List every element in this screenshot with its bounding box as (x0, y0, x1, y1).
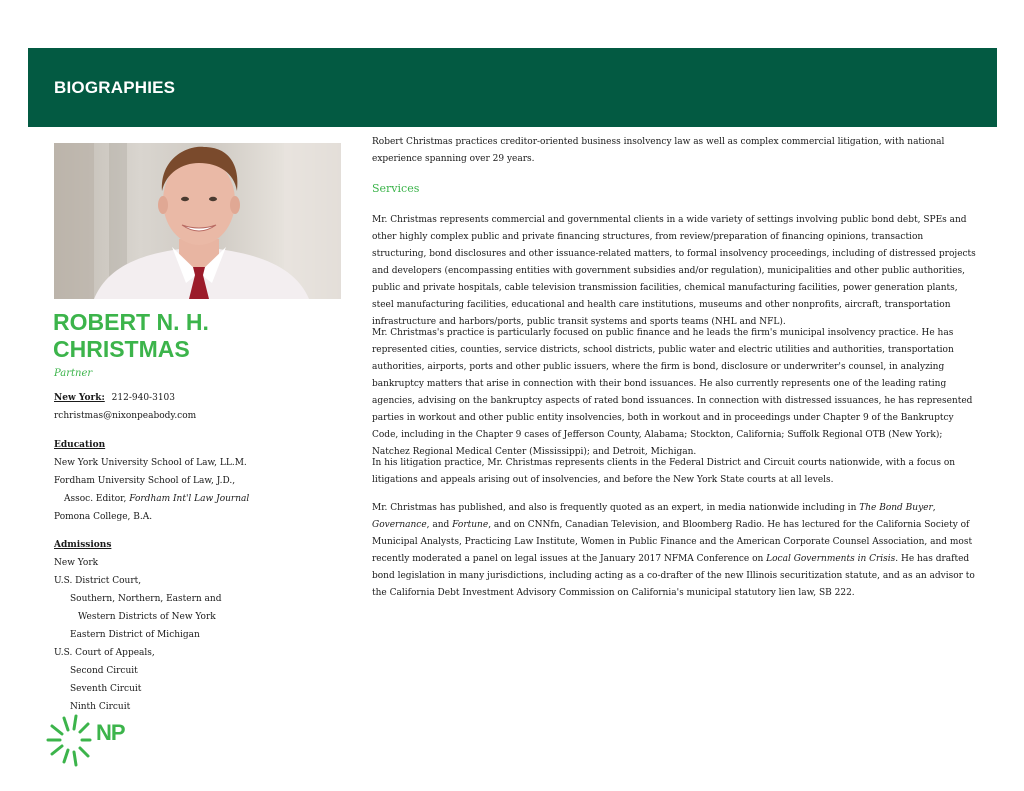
publication-fortune: Fortune (452, 520, 489, 530)
header-banner (28, 48, 997, 127)
education-heading: Education (54, 440, 106, 450)
bio-paragraph-3-text: In his litigation practice, Mr. Christmas represents clients in the Federal District and Circuit courts nationwide, with a focus on litigations and appeals arising out of insolvencies, and before the New York State courts at all levels. (372, 458, 956, 485)
admissions-item: New York (54, 558, 99, 568)
education-item-prefix: Assoc. Editor, (64, 494, 130, 504)
admissions-item: Western Districts of New York (78, 612, 216, 622)
admissions-item: Second Circuit (70, 666, 138, 676)
person-role: Partner (54, 368, 93, 379)
phone-line (54, 389, 196, 407)
name-line-2: CHRISTMAS (53, 336, 190, 362)
bio-intro-text: Robert Christmas practices creditor-oriented business insolvency law as well as complex commercial litigation, with national experience spanning over 29 years. (372, 137, 945, 164)
bio-paragraph-4 (372, 500, 976, 602)
phone-number[interactable]: 212-940-3103 (111, 393, 175, 403)
person-name (53, 309, 353, 363)
np-logo (44, 710, 144, 770)
bio-paragraph-2 (372, 325, 976, 461)
logo-text: NP (96, 720, 125, 745)
p4-text-i: . He has drafted bond legislation in many jurisdictions, including acting as a co-drafter of the new Illinois securitization statute, and as an advisor to the California Debt Investment Advisory Commission on California's municipal statutory lien law, SB 222. (372, 554, 975, 598)
admissions-item: U.S. Court of Appeals, (54, 648, 155, 658)
journal-name: Fordham Int'l Law Journal (129, 494, 250, 504)
education-item: Pomona College, B.A. (54, 512, 153, 522)
p4-text-a: Mr. Christmas has published, and also is frequently quoted as an expert, in media nationwide including in (372, 503, 860, 513)
bio-paragraph-4-text (372, 500, 976, 602)
phone-label: New York: (54, 393, 105, 403)
admissions-item: Eastern District of Michigan (70, 630, 200, 640)
name-line-1: ROBERT N. H. (53, 309, 209, 335)
publication-bond-buyer: The Bond Buyer (859, 503, 933, 513)
education-item: Fordham University School of Law, J.D., (54, 476, 236, 486)
bio-paragraph-2-text: Mr. Christmas's practice is particularly focused on public finance and he leads the firm's municipal insolvency practice. He has represented cities, counties, service districts, school districts, public water and electric utilities and authorities, transportation authorities, airports, ports and other public issuers, where the firm is bond, disclosure or underwriter's counsel, in analyzing bankruptcy matters that arise in connection with their bond issuances. He also currently represents one of the leading rating agencies, advising on the bankruptcy aspects of rated bond issuances. In connection with distressed issuances, he has represented parties in workout and other public entity insolvencies, both in workout and in proceedings under Chapter 9 of the Bankruptcy Code, including in the Chapter 9 cases of Jefferson County, Alabama; Stockton, California; Suffolk Regional OTB (New York); Natchez Regional Medical Center (Mississippi); and Detroit, Michigan. (372, 328, 973, 457)
education-section (54, 436, 249, 526)
p4-text-g: , and on CNNfn, Canadian Television, and Bloomberg Radio. He has lectured for the California Society of Municipal Analysts, Practicing Law Institute, Women in Public Finance and the American Corporate Counsel Association, and most recently moderated a panel on legal issues at the January 2017 NFMA Conference on (372, 520, 973, 564)
p4-text-e: , and (426, 520, 453, 530)
bio-paragraph-1-text: Mr. Christmas represents commercial and governmental clients in a wide variety of settings involving public bond debt, SPEs and other highly complex public and private financing structures, from review/preparation of financing opinions, transaction structuring, bond disclosures and other issuance-related matters, to formal insolvency proceedings, including of distressed projects and developers (encompassing entities with government subsidies and/or regulation), municipalities and other public authorities, public and private hospitals, cable television transmission facilities, chemical manufacturing facilities, power generation plants, steel manufacturing facilities, educational and health care institutions, museums and other nonprofits, aircraft, transportation infrastructure and harbors/ports, public transit systems and sports teams (NHL and NFL). (372, 215, 976, 327)
admissions-item: Seventh Circuit (70, 684, 142, 694)
email-link[interactable]: rchristmas@nixonpeabody.com (54, 411, 197, 421)
admissions-item: Ninth Circuit (70, 702, 131, 712)
p4-text-c: , (932, 503, 936, 513)
page-title: BIOGRAPHIES (54, 78, 176, 97)
education-item (54, 490, 249, 508)
conference-name: Local Governments in Crisis (766, 554, 896, 564)
admissions-item: Southern, Northern, Eastern and (70, 594, 222, 604)
sunburst-icon (44, 710, 144, 770)
bio-paragraph-3 (372, 455, 976, 489)
publication-governance: Governance (372, 520, 427, 530)
admissions-section (54, 536, 221, 716)
admissions-item: U.S. District Court, (54, 576, 142, 586)
education-item: New York University School of Law, LL.M. (54, 458, 247, 468)
admissions-heading: Admissions (54, 540, 112, 550)
bio-intro (372, 134, 976, 168)
services-heading: Services (372, 182, 420, 195)
contact-block (54, 389, 196, 425)
profile-photo (54, 143, 341, 299)
bio-paragraph-1 (372, 212, 976, 331)
